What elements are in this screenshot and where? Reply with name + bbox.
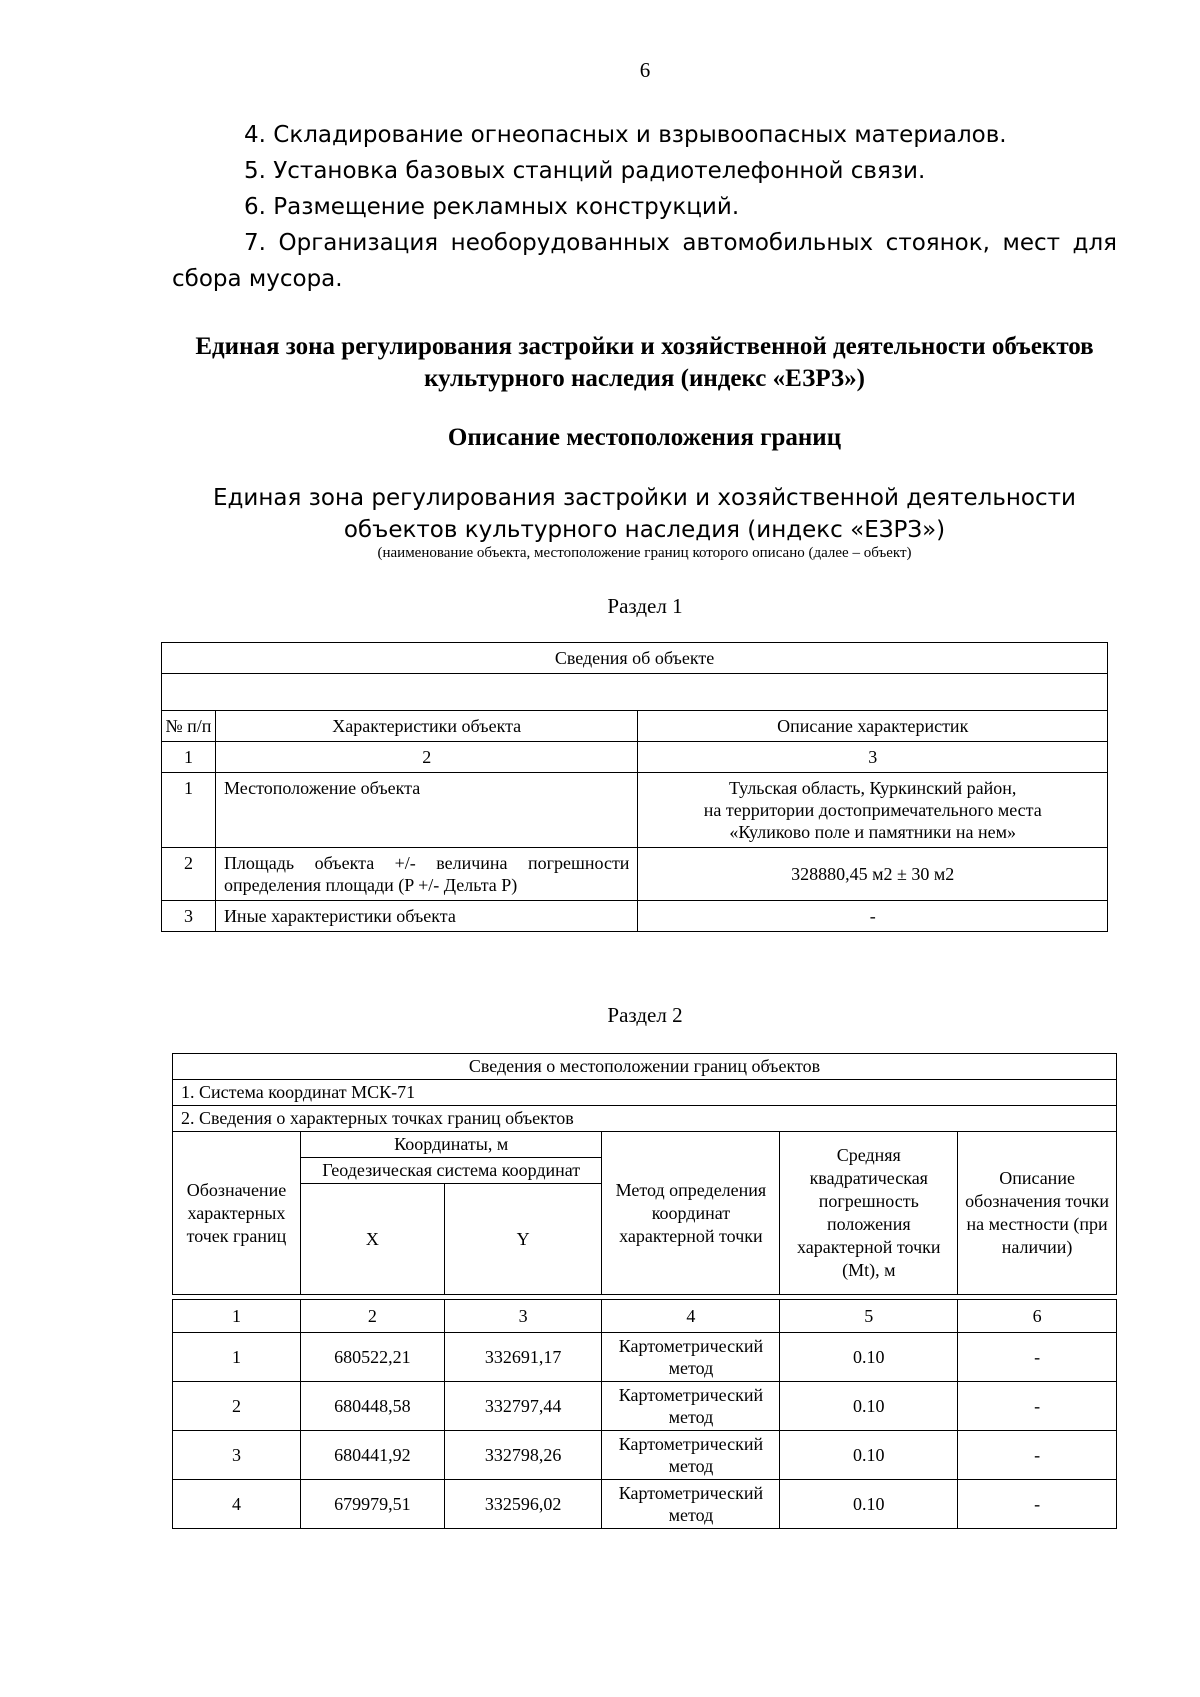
col-header-geodetic-system: Геодезическая система координат: [300, 1158, 602, 1184]
list-item: 6. Размещение рекламных конструкций.: [244, 194, 740, 220]
object-info-table: [161, 642, 1108, 932]
point-method: Картометрический метод: [602, 1480, 780, 1529]
col-header-point-description: Описание обозначения точки на местности (при наличии): [958, 1132, 1117, 1295]
empty-row: [162, 674, 1108, 711]
row-characteristic: Местоположение объекта: [215, 773, 638, 848]
boundary-description-heading: Описание местоположения границ: [447, 424, 842, 451]
col-index: 4: [602, 1300, 780, 1333]
object-name-note: (наименование объекта, местоположение границ которого описано (далее – объект): [377, 545, 912, 561]
point-id: 4: [173, 1480, 301, 1529]
row-num: 2: [162, 848, 216, 901]
point-mt: 0.10: [780, 1382, 958, 1431]
boundary-points-table: [172, 1053, 1117, 1529]
table-row: [173, 1480, 1117, 1529]
col-index: 3: [444, 1300, 602, 1333]
col-header-error: Средняя квадратическая погрешность положения характерной точки (Mt), м: [780, 1132, 958, 1295]
row-num: 1: [162, 773, 216, 848]
col-index: 1: [173, 1300, 301, 1333]
point-method: Картометрический метод: [602, 1431, 780, 1480]
point-description: -: [958, 1333, 1117, 1382]
col-header-characteristic: Характеристики объекта: [215, 711, 638, 742]
col-index: 2: [215, 742, 638, 773]
point-description: -: [958, 1431, 1117, 1480]
zone-heading: Единая зона регулирования застройки и хозяйственной деятельности объектов культурного наследия (индекс «ЕЗРЗ»): [195, 333, 1094, 392]
col-header-method: Метод определения координат характерной точки: [602, 1132, 780, 1295]
point-y: 332797,44: [444, 1382, 602, 1431]
table-title: Сведения о местоположении границ объектов: [173, 1054, 1117, 1080]
row-characteristic: Площадь объекта +/- величина погрешности определения площади (P +/- Дельта P): [215, 848, 638, 901]
list-item: 5. Установка базовых станций радиотелефонной связи.: [244, 158, 926, 184]
table-row: [162, 773, 1108, 848]
col-index: 2: [300, 1300, 444, 1333]
point-description: -: [958, 1480, 1117, 1529]
object-name: Единая зона регулирования застройки и хозяйственной деятельности объектов культурного наследия (индекс «ЕЗРЗ»): [213, 485, 1076, 543]
point-x: 679979,51: [300, 1480, 444, 1529]
col-header-coordinates: Координаты, м: [300, 1132, 602, 1158]
section-1-label: Раздел 1: [607, 594, 683, 618]
page-number: 6: [639, 58, 651, 82]
col-header-description: Описание характеристик: [638, 711, 1108, 742]
list-item: 4. Складирование огнеопасных и взрывоопасных материалов.: [244, 122, 1007, 148]
restrictions-list: [172, 117, 1117, 297]
point-x: 680448,58: [300, 1382, 444, 1431]
point-method: Картометрический метод: [602, 1382, 780, 1431]
row-characteristic: Иные характеристики объекта: [215, 901, 638, 932]
point-mt: 0.10: [780, 1431, 958, 1480]
col-header-num: № п/п: [162, 711, 216, 742]
list-item: 7. Организация необорудованных автомобильных стоянок, мест для сбора мусора.: [172, 230, 1117, 292]
col-index: 5: [780, 1300, 958, 1333]
table-row: [173, 1333, 1117, 1382]
table-row: [173, 1431, 1117, 1480]
point-description: -: [958, 1382, 1117, 1431]
point-id: 2: [173, 1382, 301, 1431]
points-title: 2. Сведения о характерных точках границ объектов: [173, 1106, 1117, 1132]
col-header-x: X: [300, 1184, 444, 1295]
col-header-point: Обозначение характерных точек границ: [173, 1132, 301, 1295]
table-row: [173, 1382, 1117, 1431]
table-row: [162, 848, 1108, 901]
col-index: 1: [162, 742, 216, 773]
point-y: 332691,17: [444, 1333, 602, 1382]
table-row: [162, 901, 1108, 932]
point-mt: 0.10: [780, 1333, 958, 1382]
col-index: 6: [958, 1300, 1117, 1333]
row-description: -: [638, 901, 1108, 932]
location-line: «Куликово поле и памятники на нем»: [729, 822, 1017, 842]
location-line: Тульская область, Куркинский район,: [729, 778, 1017, 798]
point-method: Картометрический метод: [602, 1333, 780, 1382]
row-description: [638, 773, 1108, 848]
location-line: на территории достопримечательного места: [703, 800, 1042, 820]
table-title: Сведения об объекте: [162, 643, 1108, 674]
col-index: 3: [638, 742, 1108, 773]
point-mt: 0.10: [780, 1480, 958, 1529]
col-header-y: Y: [444, 1184, 602, 1295]
section-2-label: Раздел 2: [607, 1003, 683, 1027]
row-num: 3: [162, 901, 216, 932]
point-y: 332596,02: [444, 1480, 602, 1529]
coordinate-system: 1. Система координат МСК-71: [173, 1080, 1117, 1106]
point-id: 3: [173, 1431, 301, 1480]
point-y: 332798,26: [444, 1431, 602, 1480]
point-x: 680522,21: [300, 1333, 444, 1382]
row-description: 328880,45 м2 ± 30 м2: [638, 848, 1108, 901]
point-x: 680441,92: [300, 1431, 444, 1480]
point-id: 1: [173, 1333, 301, 1382]
